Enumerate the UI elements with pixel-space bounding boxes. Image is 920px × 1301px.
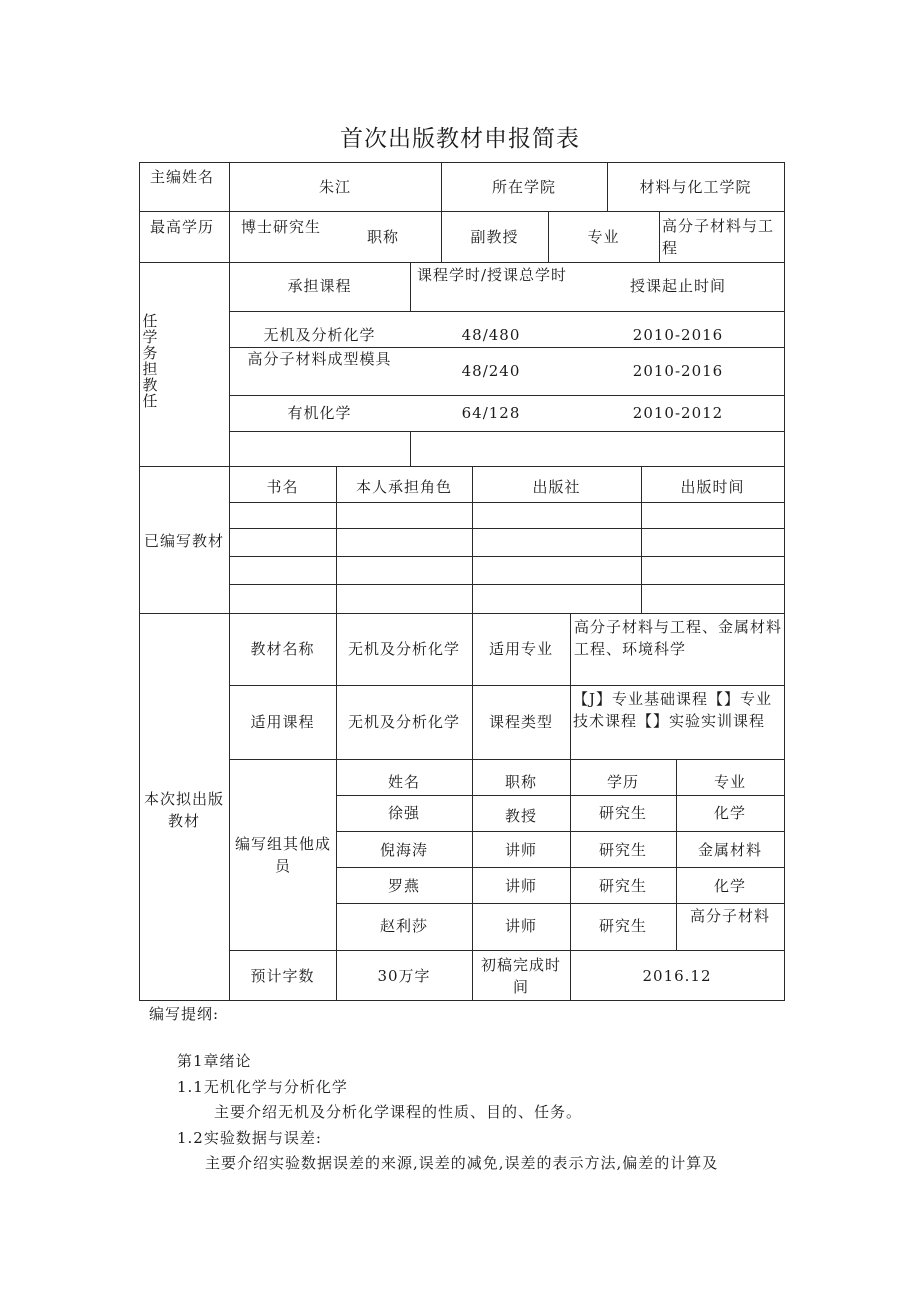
applicable-course-label: 适用课程 [250, 713, 315, 731]
college-label: 所在学院 [491, 178, 556, 196]
college-value: 材料与化工学院 [639, 178, 752, 196]
teaching-row-hours: 48/480 [461, 326, 521, 344]
teaching-section-label: 任学务担教任 [142, 312, 158, 410]
previous-books-header-title: 书名 [266, 478, 299, 496]
editor-name-label: 主编姓名 [150, 168, 215, 186]
team-member-name: 倪海涛 [379, 841, 428, 859]
team-header-title: 职称 [504, 773, 537, 791]
team-member-major: 金属材料 [697, 841, 762, 859]
outline-line: 1.2实验数据与误差: [177, 1129, 322, 1147]
word-count-value: 30万字 [377, 967, 431, 985]
teaching-row-period: 2010-2012 [632, 404, 724, 422]
team-member-degree: 研究生 [598, 804, 647, 822]
team-member-name: 徐强 [387, 804, 420, 822]
outline-line: 第1章绪论 [177, 1052, 252, 1070]
course-type-value: 【J】专业基础课程【】专业技术课程【】实验实训课程 [573, 690, 773, 730]
draft-date-label: 初稿完成时间 [480, 956, 561, 996]
previous-books-section-label: 已编写教材 [143, 532, 224, 550]
previous-books-header-role: 本人承担角色 [355, 478, 452, 496]
team-header-name: 姓名 [387, 773, 420, 791]
outline-label: 编写提纲: [149, 1005, 220, 1023]
teaching-header-period: 授课起止时间 [629, 277, 726, 295]
job-title-label: 职称 [367, 228, 400, 246]
team-member-title: 讲师 [504, 917, 537, 935]
editor-name-value: 朱江 [318, 178, 351, 196]
job-title-value: 副教授 [470, 228, 519, 246]
teaching-row-hours: 64/128 [461, 404, 521, 422]
previous-books-header-date: 出版时间 [680, 478, 745, 496]
teaching-row-period: 2010-2016 [632, 326, 724, 344]
applicable-major-label: 适用专业 [488, 640, 553, 658]
team-member-degree: 研究生 [598, 877, 647, 895]
teaching-row-period: 2010-2016 [632, 362, 724, 380]
team-header-major: 专业 [713, 773, 746, 791]
team-header-degree: 学历 [606, 773, 639, 791]
draft-date-value: 2016.12 [642, 967, 712, 985]
team-member-title: 讲师 [504, 877, 537, 895]
team-member-title: 教授 [504, 807, 537, 825]
team-label: 编写组其他成员 [234, 835, 331, 875]
applicable-course-value: 无机及分析化学 [347, 713, 460, 731]
outline-line: 1.1无机化学与分析化学 [177, 1078, 348, 1096]
teaching-row-course: 高分子材料成型模具 [247, 350, 392, 368]
degree-value: 博士研究生 [241, 218, 322, 236]
teaching-header-hours: 课程学时/授课总学时 [416, 266, 568, 284]
page-title: 首次出版教材申报简表 [340, 126, 580, 152]
team-member-name: 赵利莎 [379, 917, 428, 935]
book-name-label: 教材名称 [250, 640, 315, 658]
major-label: 专业 [587, 228, 620, 246]
outline-line: 主要介绍实验数据误差的来源,误差的减免,误差的表示方法,偏差的计算及 [205, 1154, 719, 1172]
degree-label: 最高学历 [150, 218, 215, 236]
word-count-label: 预计字数 [250, 967, 315, 985]
teaching-row-course: 无机及分析化学 [263, 326, 376, 344]
teaching-header-course: 承担课程 [287, 277, 352, 295]
applicable-major-value: 高分子材料与工程、金属材料工程、环境科学 [574, 618, 783, 658]
major-value: 高分子材料与工程 [662, 217, 775, 257]
team-member-major: 高分子材料 [689, 907, 770, 925]
new-book-section-label: 本次拟出版教材 [143, 790, 224, 830]
team-member-major: 化学 [713, 877, 746, 895]
course-type-label: 课程类型 [488, 713, 553, 731]
team-member-major: 化学 [713, 804, 746, 822]
team-member-degree: 研究生 [598, 917, 647, 935]
team-member-degree: 研究生 [598, 841, 647, 859]
team-member-name: 罗燕 [387, 877, 420, 895]
teaching-row-course: 有机化学 [287, 404, 352, 422]
teaching-row-hours: 48/240 [461, 362, 521, 380]
previous-books-header-publisher: 出版社 [532, 478, 581, 496]
outline-line: 主要介绍无机及分析化学课程的性质、目的、任务。 [214, 1103, 583, 1121]
team-member-title: 讲师 [504, 841, 537, 859]
book-name-value: 无机及分析化学 [347, 640, 460, 658]
